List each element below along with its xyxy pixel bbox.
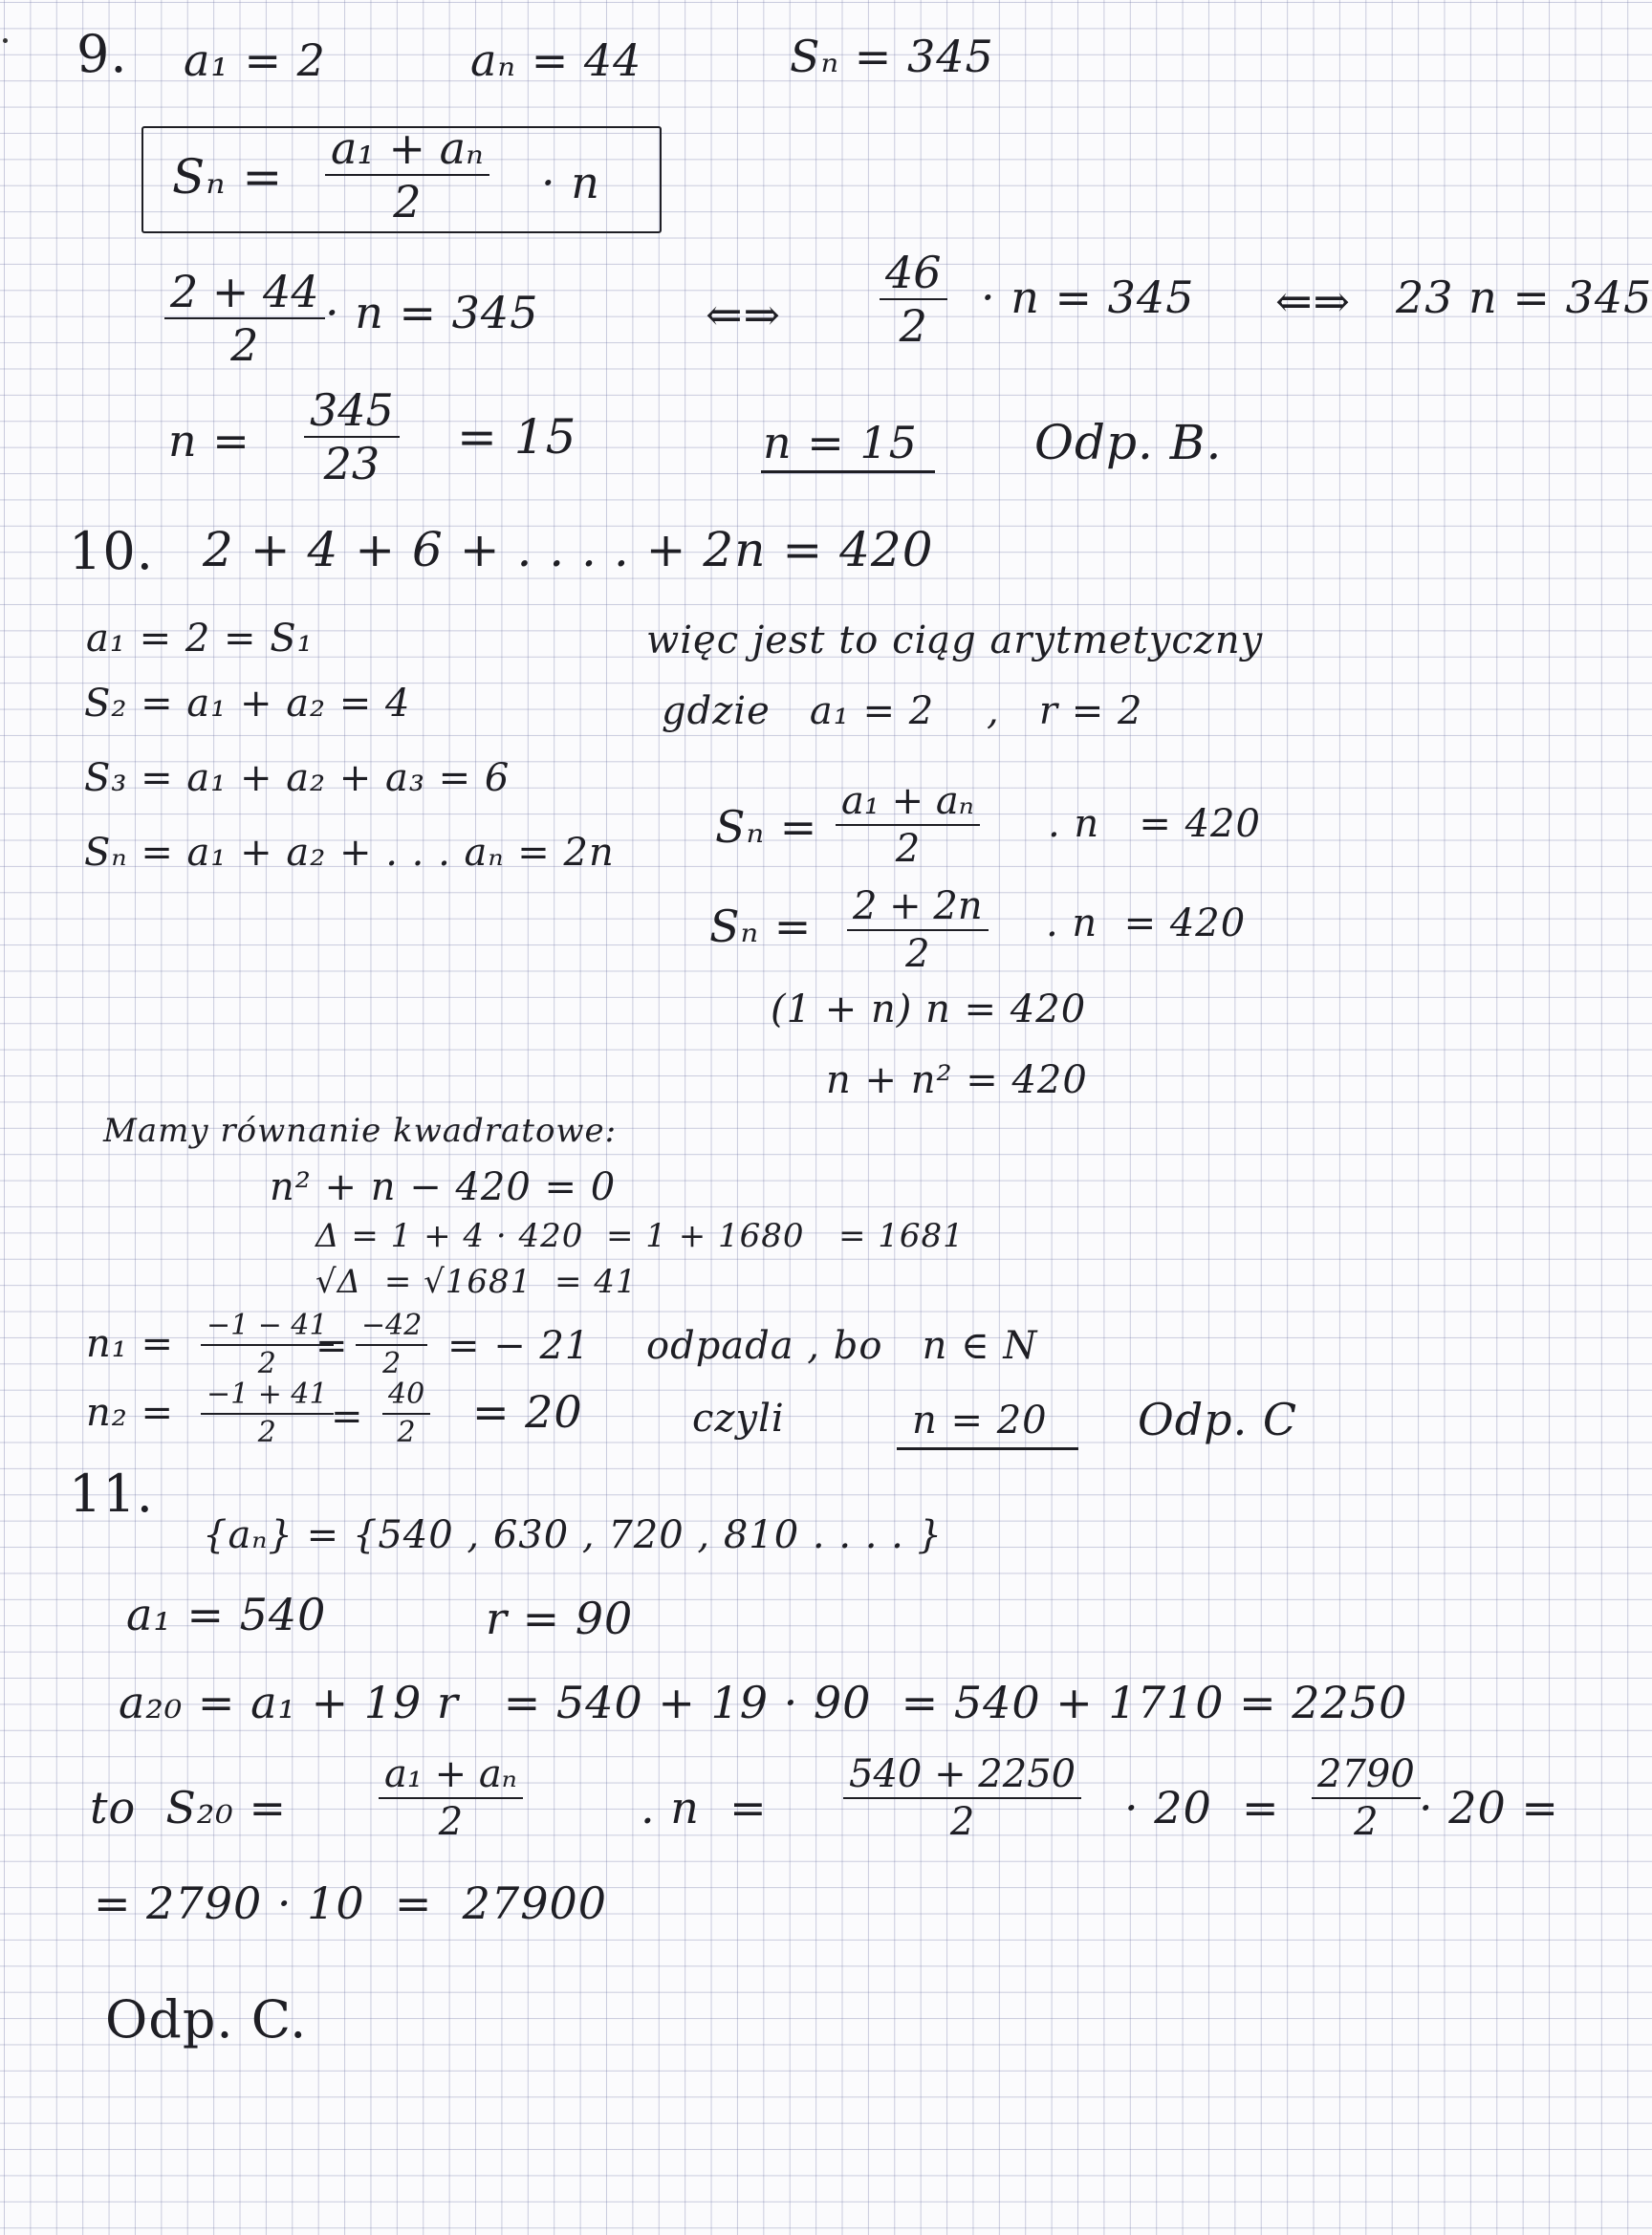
solve-numerator: 345 (304, 388, 400, 438)
s20-denominator: 2 (438, 1800, 464, 1844)
quad-eq: n² + n − 420 = 0 (270, 1165, 617, 1209)
r-value: r = 90 (486, 1593, 634, 1644)
left-line-1: a₁ = 2 = S₁ (86, 617, 314, 661)
sequence: {aₙ} = {540 , 630 , 720 , 810 . . . . } (203, 1513, 944, 1557)
sub2-rhs: · n = 345 (981, 271, 1195, 323)
sub2-numerator: 46 (880, 250, 947, 300)
n2-numerator: −1 + 41 (201, 1380, 334, 1415)
delta: Δ = 1 + 4 · 420 = 1 + 1680 = 1681 (315, 1217, 965, 1255)
formula-rhs: · n (541, 157, 600, 208)
note-arithmetic: więc jest to ciąg arytmetyczny (646, 618, 1264, 662)
f1-lhs: Sₙ = (715, 801, 818, 853)
s20-numerator: a₁ + aₙ (379, 1755, 523, 1799)
f2-numerator: 2 + 2n (847, 887, 989, 931)
result-underline (761, 470, 935, 473)
f1-numerator: a₁ + aₙ (836, 782, 980, 826)
f2-lhs: Sₙ = (709, 901, 813, 952)
eq3: (1 + n) n = 420 (771, 987, 1087, 1031)
solve-rhs: = 15 (457, 409, 577, 465)
result-n15: n = 15 (763, 417, 918, 468)
sqrt-delta: √Δ = √1681 = 41 (315, 1263, 638, 1301)
problem-9-number: 9. (76, 24, 128, 84)
sub-denominator: 2 (230, 319, 259, 371)
n2-denominator-2: 2 (397, 1416, 416, 1449)
sub3-rhs: 23 n = 345 (1396, 271, 1652, 323)
n1-numerator-2: −42 (356, 1312, 427, 1346)
f2-rhs: . n = 420 (1046, 901, 1247, 945)
n2-lhs: n₂ = (86, 1391, 175, 1435)
n2-fraction (201, 1380, 334, 1447)
eq4: n + n² = 420 (826, 1058, 1088, 1102)
s20-fraction-2 (843, 1752, 1081, 1844)
formula-denominator: 2 (393, 176, 422, 228)
a1-value: a₁ = 540 (126, 1589, 327, 1640)
n2-numerator-2: 40 (382, 1380, 430, 1415)
answer-10: Odp. C (1138, 1394, 1298, 1445)
sub-fraction-2 (880, 247, 947, 352)
n2-fraction-2 (382, 1380, 430, 1447)
edge-mark (3, 38, 8, 43)
given-a1: a₁ = 2 (184, 34, 326, 86)
answer-9: Odp. B. (1034, 415, 1223, 470)
f1-fraction (836, 779, 980, 871)
s20-rhs: · 20 = (1419, 1782, 1559, 1834)
equation-10: 2 + 4 + 6 + . . . . + 2n = 420 (203, 522, 934, 577)
left-line-2: S₂ = a₁ + a₂ = 4 (84, 682, 411, 726)
n1-rhs: = − 21 (447, 1324, 591, 1368)
s20-mid-2: · 20 = (1124, 1782, 1280, 1834)
s20-denominator-2: 2 (949, 1800, 975, 1844)
sub-rhs: · n = 345 (325, 287, 539, 338)
n2-rhs: = 20 (472, 1386, 583, 1438)
n2-denominator: 2 (257, 1416, 276, 1449)
solve-fraction (304, 384, 400, 489)
a20-line: a₂₀ = a₁ + 19 r = 540 + 19 · 90 = 540 + 1710 = 2250 (119, 1677, 1408, 1728)
s20-numerator-3: 2790 (1312, 1755, 1421, 1799)
solve-denominator: 23 (323, 438, 380, 489)
left-line-3: S₃ = a₁ + a₂ + a₃ = 6 (84, 756, 511, 800)
f1-denominator: 2 (895, 827, 921, 871)
answer-11: Odp. C. (105, 1989, 308, 2050)
s20-numerator-2: 540 + 2250 (843, 1755, 1081, 1799)
problem-11-number: 11. (69, 1464, 154, 1524)
n1-numerator: −1 − 41 (201, 1312, 334, 1346)
n1-lhs: n₁ = (86, 1322, 175, 1366)
f2-denominator: 2 (905, 932, 930, 976)
note-a1-r: gdzie a₁ = 2 , r = 2 (662, 689, 1143, 733)
n1-denominator: 2 (257, 1347, 276, 1380)
equiv-arrow-2: ⇐⇒ (1275, 275, 1352, 327)
s20-continuation: = 2790 · 10 = 27900 (94, 1877, 607, 1929)
left-line-4: Sₙ = a₁ + a₂ + . . . aₙ = 2n (84, 831, 615, 875)
formula-numerator: a₁ + aₙ (325, 126, 489, 176)
n2-mid: = (331, 1395, 364, 1439)
f2-fraction (847, 884, 989, 976)
formula-lhs: Sₙ = (172, 149, 284, 205)
solve-lhs: n = (168, 415, 250, 467)
s20-fraction (379, 1752, 523, 1844)
sub-numerator: 2 + 44 (164, 270, 325, 319)
sub-fraction (164, 266, 325, 371)
result-n20: n = 20 (912, 1399, 1048, 1443)
formula-fraction (325, 122, 489, 228)
n2-note: czyli (692, 1397, 785, 1441)
given-sn: Sₙ = 345 (790, 31, 994, 82)
n1-mid: = (315, 1324, 349, 1368)
sub2-denominator: 2 (899, 300, 927, 352)
n1-note: odpada , bo n ∈ N (646, 1324, 1038, 1368)
problem-10-number: 10. (69, 521, 154, 581)
s20-mid: . n = (641, 1782, 768, 1834)
s20-denominator-3: 2 (1354, 1800, 1379, 1844)
n1-fraction (201, 1309, 334, 1380)
result-n20-underline (897, 1447, 1078, 1450)
n1-denominator-2: 2 (382, 1347, 402, 1380)
equiv-arrow-1: ⇐⇒ (706, 289, 782, 340)
quad-label: Mamy równanie kwadratowe: (103, 1112, 618, 1150)
given-an: aₙ = 44 (470, 34, 642, 86)
s20-lhs: to S₂₀ = (90, 1782, 287, 1834)
f1-rhs: . n = 420 (1048, 802, 1261, 846)
n1-fraction-2 (356, 1309, 427, 1380)
s20-fraction-3 (1312, 1752, 1421, 1844)
